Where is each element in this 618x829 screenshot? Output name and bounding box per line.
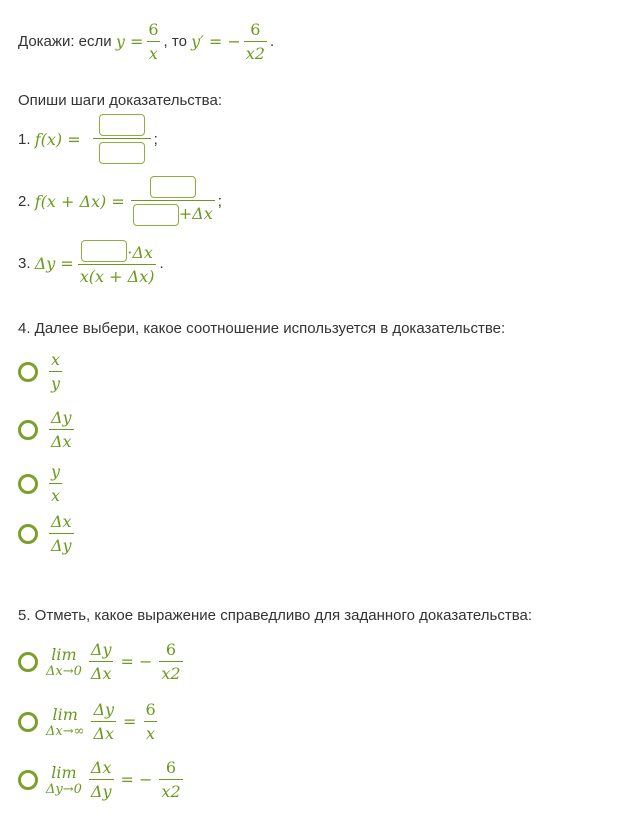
step-lhs: f(x) =: [34, 129, 81, 149]
den: [159, 779, 182, 801]
den: Δy: [89, 779, 114, 801]
given-fraction: [146, 20, 160, 63]
exponent: 2: [254, 44, 265, 63]
den: [93, 138, 151, 164]
lim-label: lim: [51, 644, 77, 664]
num: 6: [165, 758, 177, 777]
result-fraction: [159, 640, 182, 683]
limit: [46, 705, 84, 739]
ratio-fraction: [89, 640, 114, 683]
semicolon: ;: [217, 192, 222, 210]
den: [144, 721, 157, 743]
math-y-eq: y =: [115, 32, 144, 51]
step1-denominator-input[interactable]: [99, 142, 145, 164]
step-label: 2.: [18, 192, 31, 210]
equals: =: [123, 712, 137, 731]
den-base: x: [161, 664, 171, 683]
num: [97, 114, 147, 138]
lim-label: lim: [51, 762, 77, 782]
equals: = −: [120, 770, 153, 789]
num: 6: [250, 20, 261, 39]
step2-numerator-input[interactable]: [150, 176, 196, 198]
den: x(x + Δx): [78, 264, 157, 286]
num-suffix: ·Δx: [127, 243, 153, 262]
lim-label: lim: [52, 704, 78, 724]
deriv-fraction: [244, 20, 267, 63]
step-3: [18, 240, 164, 286]
den-suffix: +Δx: [178, 204, 213, 223]
limit: [46, 763, 82, 797]
num: y: [51, 462, 61, 481]
period: .: [159, 254, 164, 272]
step-lhs: f(x + Δx) =: [34, 191, 125, 211]
den: [131, 200, 215, 226]
num: [79, 240, 155, 264]
q5-option[interactable]: [18, 640, 186, 683]
steps-heading: Опиши шаги доказательства:: [18, 92, 222, 109]
radio-button[interactable]: [18, 712, 38, 732]
ratio-fraction: [91, 700, 116, 743]
den: Δy: [49, 533, 74, 555]
den: [244, 41, 267, 63]
step1-fraction: [93, 114, 151, 164]
radio-button[interactable]: [18, 652, 38, 672]
q4-option[interactable]: [18, 512, 77, 555]
semicolon: ;: [153, 130, 158, 148]
den-base: x: [245, 44, 255, 63]
lim-subscript: Δx→∞: [46, 723, 85, 739]
den: Δx: [49, 429, 74, 451]
period: .: [269, 33, 275, 50]
limit: [46, 645, 82, 679]
option-fraction: [49, 350, 62, 393]
q4-option[interactable]: [18, 350, 65, 393]
step1-numerator-input[interactable]: [99, 114, 145, 136]
lim-subscript: Δy→0: [46, 781, 82, 797]
task-then: , то: [163, 33, 187, 50]
q5-option[interactable]: [18, 700, 161, 743]
step-1: [18, 114, 158, 164]
lim-subscript: Δx→0: [46, 663, 82, 679]
num: Δy: [51, 408, 72, 427]
ratio-fraction: [89, 758, 114, 801]
q4-option[interactable]: [18, 462, 65, 505]
q4-option[interactable]: [18, 408, 77, 451]
step3-fraction: [78, 240, 157, 286]
task-statement: [18, 20, 274, 63]
option-fraction: [49, 462, 62, 505]
radio-button[interactable]: [18, 362, 38, 382]
radio-button[interactable]: [18, 524, 38, 544]
den: Δx: [91, 721, 116, 743]
question-5: 5. Отметь, какое выражение справедливо для заданного доказательства:: [18, 607, 533, 624]
radio-button[interactable]: [18, 770, 38, 790]
num: Δy: [93, 700, 115, 719]
num: Δy: [90, 640, 112, 659]
math-yprime-eq: y′ = −: [191, 32, 241, 51]
result-fraction: [143, 700, 157, 743]
task-prefix: Докажи: если: [18, 33, 112, 50]
step-lhs: Δy =: [34, 253, 74, 273]
step-2: [18, 176, 222, 226]
question-4: 4. Далее выбери, какое соотношение используется в доказательстве:: [18, 320, 506, 337]
den-base: x: [161, 782, 171, 801]
num: Δx: [90, 758, 112, 777]
num: 6: [145, 700, 156, 719]
step-label: 1.: [18, 130, 31, 148]
option-fraction: [49, 408, 74, 451]
exponent: 2: [170, 782, 181, 801]
den: x: [49, 483, 62, 505]
step2-fraction: [131, 176, 215, 226]
num: 6: [148, 20, 159, 39]
num: 6: [165, 640, 177, 659]
den: y: [49, 371, 62, 393]
den-base: x: [146, 724, 156, 743]
den: [159, 661, 182, 683]
num: x: [51, 350, 61, 369]
option-fraction: [49, 512, 74, 555]
equals: = −: [120, 652, 153, 671]
step3-numerator-input[interactable]: [81, 240, 127, 262]
step2-denominator-input[interactable]: [133, 204, 179, 226]
q5-option[interactable]: [18, 758, 186, 801]
radio-button[interactable]: [18, 420, 38, 440]
exponent: 2: [170, 664, 181, 683]
radio-button[interactable]: [18, 474, 38, 494]
step-label: 3.: [18, 254, 31, 272]
den: Δx: [89, 661, 114, 683]
result-fraction: [159, 758, 182, 801]
num: Δx: [51, 512, 72, 531]
num: [148, 176, 198, 200]
den: x: [147, 41, 160, 63]
